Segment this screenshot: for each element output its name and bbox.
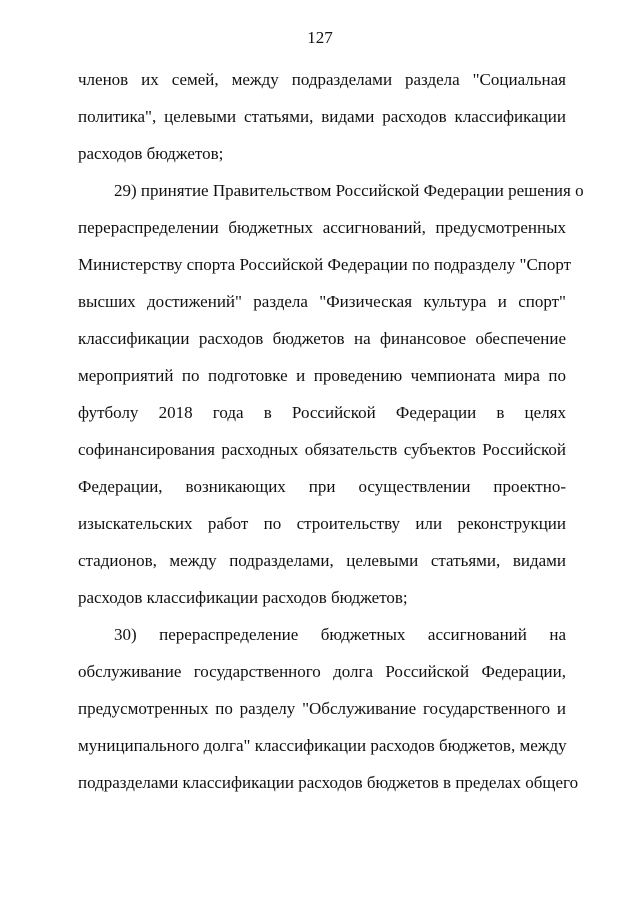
text-line: политика", целевыми статьями, видами расходов классификации	[78, 107, 566, 126]
text-line: футболу 2018 года в Российской Федерации в целях	[78, 403, 566, 422]
text-line: Федерации, возникающих при осуществлении проектно-	[78, 477, 566, 496]
text-line: предусмотренных по разделу "Обслуживание государственного и	[78, 699, 566, 718]
page-number: 127	[307, 28, 333, 47]
text-line: 29) принятие Правительством Российской Федерации решения о	[114, 181, 584, 200]
text-line: Министерству спорта Российской Федерации по подразделу "Спорт	[78, 255, 572, 274]
text-line: классификации расходов бюджетов на финансовое обеспечение	[78, 329, 566, 348]
text-line: расходов бюджетов;	[78, 144, 224, 163]
text-line: подразделами классификации расходов бюджетов в пределах общего	[78, 773, 579, 792]
text-line: расходов классификации расходов бюджетов;	[78, 588, 408, 607]
text-line: изыскательских работ по строительству или реконструкции	[78, 514, 566, 533]
text-line: муниципального долга" классификации расходов бюджетов, между	[78, 736, 567, 755]
text-line: мероприятий по подготовке и проведению чемпионата мира по	[78, 366, 566, 385]
text-line: софинансирования расходных обязательств субъектов Российской	[78, 440, 566, 459]
text-line: 30) перераспределение бюджетных ассигнований на	[114, 625, 566, 644]
text-line: перераспределении бюджетных ассигнований, предусмотренных	[78, 218, 566, 237]
text-line: стадионов, между подразделами, целевыми статьями, видами	[78, 551, 566, 570]
text-line: членов их семей, между подразделами раздела "Социальная	[78, 70, 566, 89]
text-line: высших достижений" раздела "Физическая культура и спорт"	[78, 292, 566, 311]
text-line: обслуживание государственного долга Российской Федерации,	[78, 662, 566, 681]
